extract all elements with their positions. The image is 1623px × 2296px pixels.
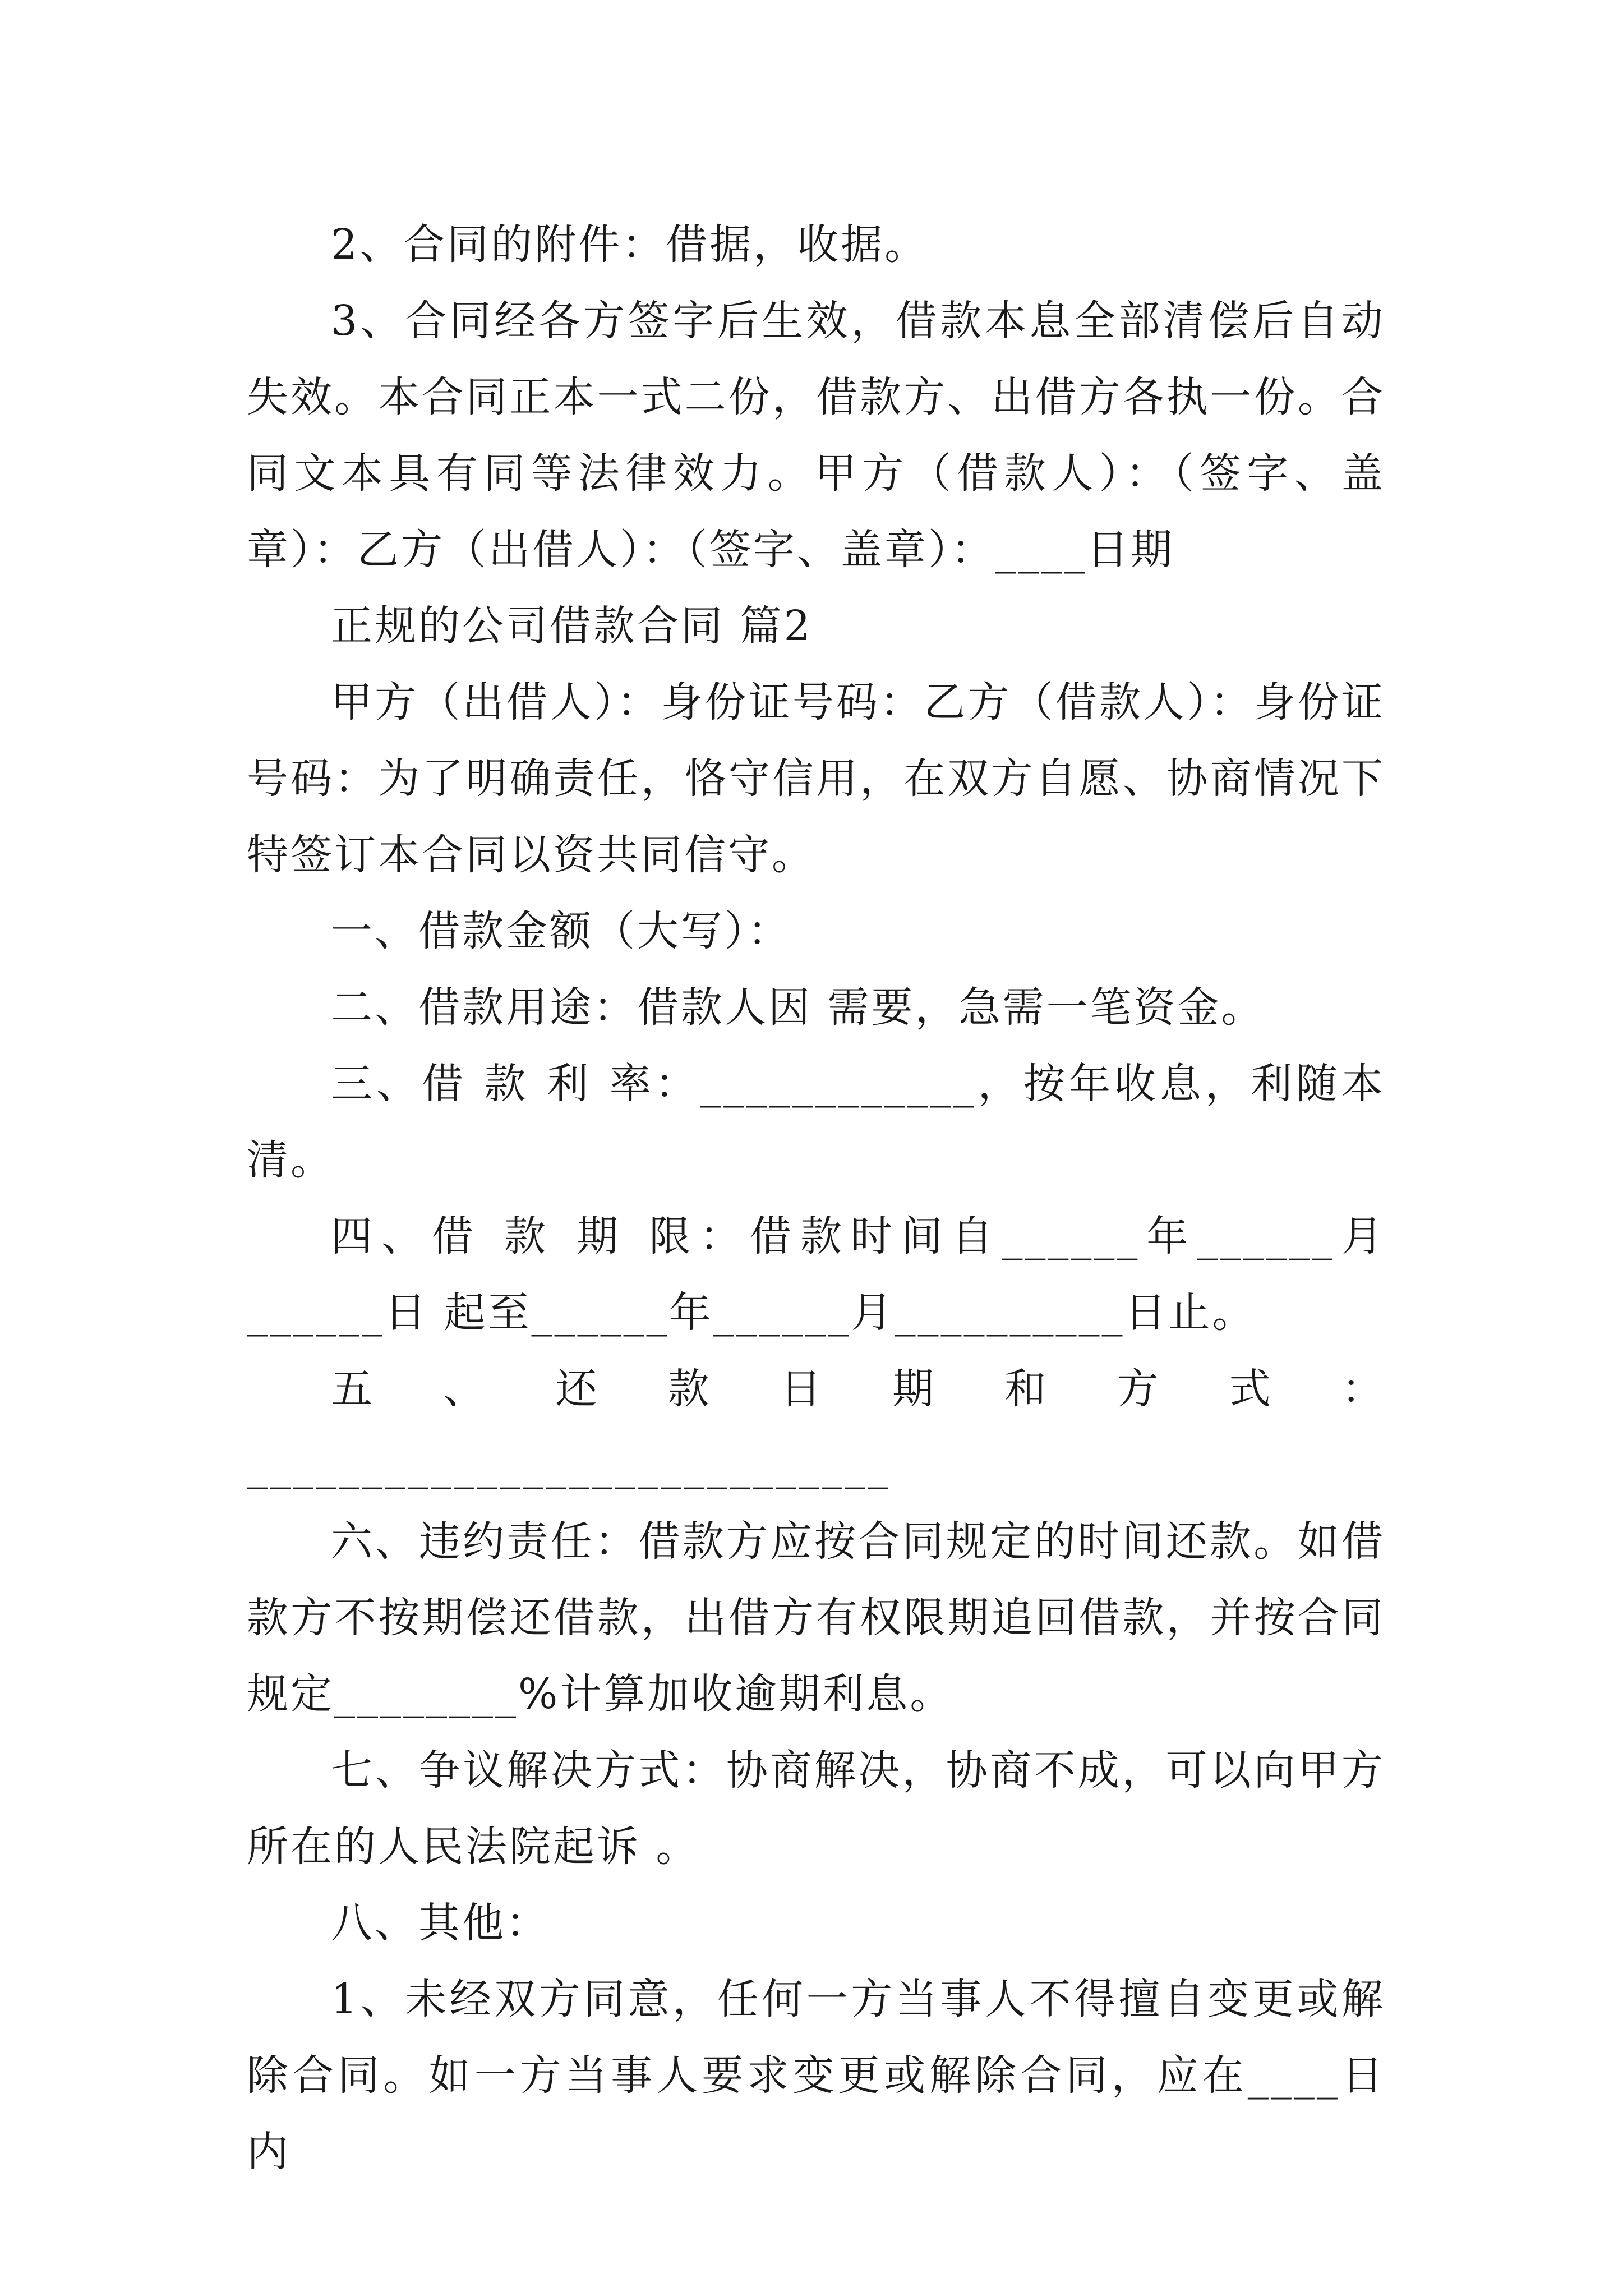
article-breach-liability: 六、违约责任：借款方应按合同规定的时间还款。如借款方不按期偿还借款，出借方有权限期追回借款，并按合同规定________%计算加收逾期利息。 <box>247 1517 1385 1718</box>
article-loan-term: 四、借 款 期 限：借款时间自______年______月______日 起至______年______月__________日止。 <box>247 1212 1385 1337</box>
article-other-item-1: 1、未经双方同意，任何一方当事人不得擅自变更或解除合同。如一方当事人要求变更或解除合同，应在____日内 <box>247 1975 1385 2176</box>
article-loan-purpose: 二、借款用途：借款人因 需要，急需一笔资金。 <box>331 983 1265 1032</box>
clause-effectiveness: 3、合同经各方签字后生效，借款本息全部清偿后自动失效。本合同正本一式二份，借款方、出借方各执一份。合同文本具有同等法律效力。甲方（借款人）：（签字、盖章）：乙方（出借人）：（签字、盖章）：____日期 <box>247 297 1385 574</box>
parties-intro: 甲方（出借人）：身份证号码：乙方（借款人）：身份证号码：为了明确责任，恪守信用，在双方自愿、协商情况下特签订本合同以资共同信守。 <box>247 678 1385 879</box>
contract-body <box>247 206 1385 2190</box>
article-other: 八、其他： <box>331 1899 550 1947</box>
clause-attachments: 2、合同的附件：借据，收据。 <box>331 220 929 269</box>
section-title: 正规的公司借款合同 篇2 <box>331 602 813 650</box>
article-loan-amount: 一、借款金额（大写）： <box>331 907 791 955</box>
article-repayment: 五、还款日期和方式：____________________________ <box>247 1365 1385 1489</box>
article-dispute-resolution: 七、争议解决方式：协商解决，协商不成，可以向甲方所在的人民法院起诉 。 <box>247 1746 1385 1871</box>
article-interest-rate: 三、借 款 利 率：____________，按年收息，利随本清。 <box>247 1060 1385 1184</box>
